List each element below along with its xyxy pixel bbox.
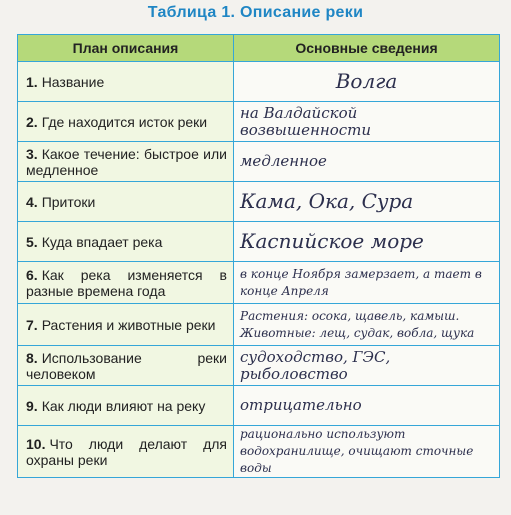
table-row bbox=[18, 304, 500, 346]
answer-cell: на Валдайской возвышенности bbox=[234, 102, 500, 142]
plan-text: Как река изменяется в разные времена года bbox=[26, 266, 227, 299]
table-row bbox=[18, 102, 500, 142]
plan-text: Растения и животные реки bbox=[41, 316, 216, 333]
table-header-row bbox=[18, 35, 500, 62]
table-row bbox=[18, 386, 500, 426]
row-number: 3. bbox=[26, 145, 38, 162]
table-row bbox=[18, 346, 500, 386]
row-number: 9. bbox=[26, 397, 38, 414]
answer-cell: Растения: осока, щавель, камыш. Животные: лещ, судак, вобла, щука bbox=[234, 304, 500, 346]
row-number: 7. bbox=[26, 316, 38, 333]
plan-cell bbox=[18, 426, 234, 478]
header-plan: План описания bbox=[18, 35, 234, 62]
plan-text: Использование реки человеком bbox=[26, 349, 227, 382]
plan-text: Какое течение: быстрое или медленное bbox=[26, 145, 227, 178]
row-number: 1. bbox=[26, 73, 38, 90]
river-description-table bbox=[17, 34, 500, 478]
plan-text: Куда впадает река bbox=[41, 233, 163, 250]
plan-cell bbox=[18, 386, 234, 426]
answer-cell: Кама, Ока, Сура bbox=[234, 182, 500, 222]
header-info: Основные сведения bbox=[234, 35, 500, 62]
table-caption: Таблица 1. Описание реки bbox=[147, 4, 364, 21]
row-number: 2. bbox=[26, 113, 38, 130]
table-row bbox=[18, 426, 500, 478]
row-number: 4. bbox=[26, 193, 38, 210]
plan-cell bbox=[18, 304, 234, 346]
plan-cell bbox=[18, 182, 234, 222]
plan-cell bbox=[18, 262, 234, 304]
row-number: 5. bbox=[26, 233, 38, 250]
row-number: 10. bbox=[26, 435, 46, 452]
plan-text: Название bbox=[41, 73, 105, 90]
plan-cell bbox=[18, 62, 234, 102]
answer-cell: медленное bbox=[234, 142, 500, 182]
plan-cell bbox=[18, 346, 234, 386]
plan-text: Где находится исток реки bbox=[41, 113, 208, 130]
plan-cell bbox=[18, 102, 234, 142]
table-row bbox=[18, 62, 500, 102]
table-row bbox=[18, 142, 500, 182]
table-row bbox=[18, 222, 500, 262]
answer-cell: Волга bbox=[234, 62, 500, 102]
answer-cell: отрицательно bbox=[234, 386, 500, 426]
answer-cell: рационально используют водохранилище, очищают сточные воды bbox=[234, 426, 500, 478]
plan-text: Притоки bbox=[41, 193, 96, 210]
plan-cell bbox=[18, 222, 234, 262]
plan-cell bbox=[18, 142, 234, 182]
answer-cell: Каспийское море bbox=[234, 222, 500, 262]
table-row bbox=[18, 182, 500, 222]
answer-cell: в конце Ноября замерзает, а тает в конце Апреля bbox=[234, 262, 500, 304]
row-number: 8. bbox=[26, 349, 38, 366]
plan-text: Как люди влияют на реку bbox=[41, 397, 206, 414]
table-row bbox=[18, 262, 500, 304]
row-number: 6. bbox=[26, 266, 38, 283]
answer-cell: судоходство, ГЭС, рыболовство bbox=[234, 346, 500, 386]
plan-text: Что люди делают для охраны реки bbox=[26, 435, 227, 468]
